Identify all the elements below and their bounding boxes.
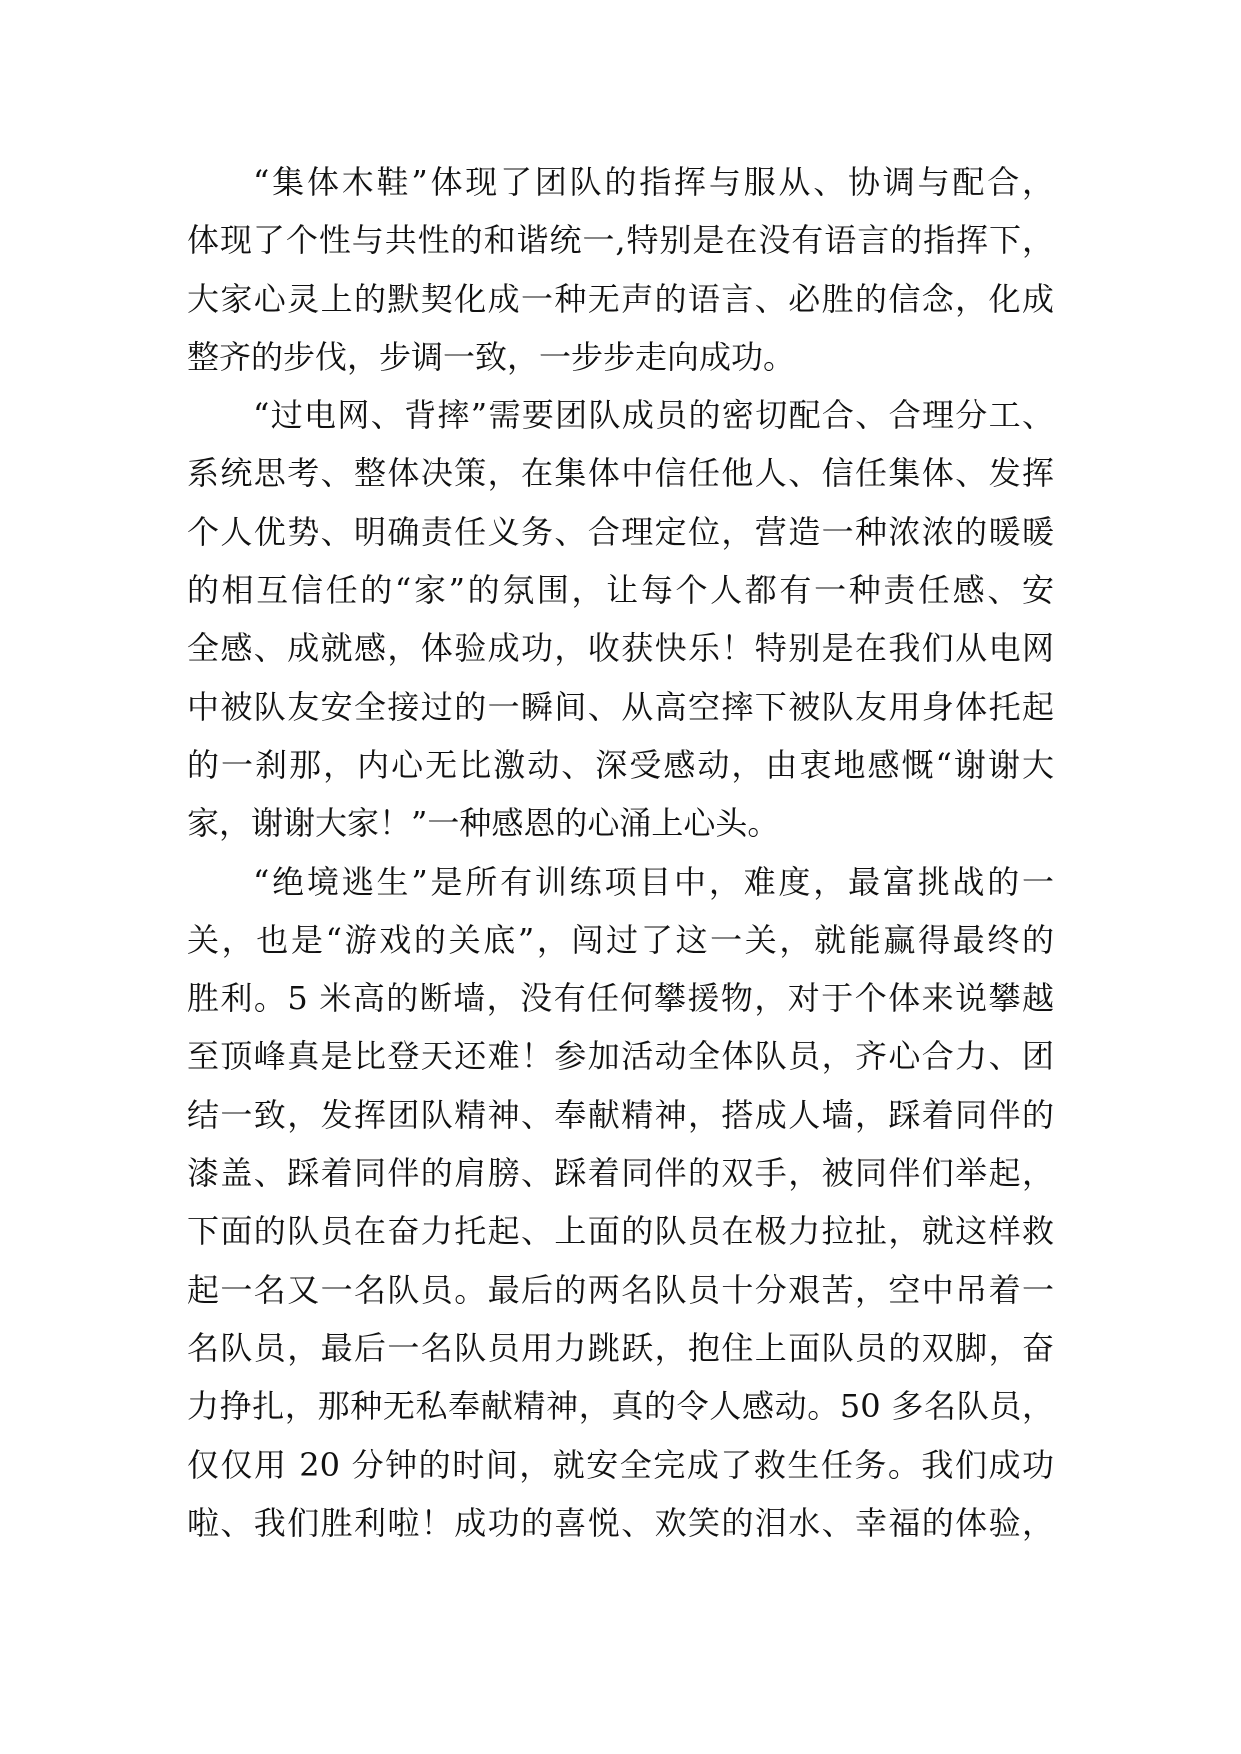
paragraph-electric-net-trust-fall — [187, 386, 1054, 852]
text-line: 关，也是“游戏的关底”，闯过了这一关，就能赢得最终的 — [187, 920, 1054, 959]
text-line: 胜利。5 米高的断墙，没有任何攀援物，对于个体来说攀越 — [187, 979, 1054, 1018]
text-line: 至顶峰真是比登天还难！参加活动全体队员，齐心合力、团 — [187, 1037, 1054, 1076]
text-line: 全感、成就感，体验成功，收获快乐！特别是在我们从电网 — [187, 629, 1054, 668]
text-line: 结一致，发挥团队精神、奉献精神，搭成人墙，踩着同伴的 — [187, 1095, 1054, 1134]
text-line: 下面的队员在奋力托起、上面的队员在极力拉扯，就这样救 — [187, 1212, 1054, 1251]
text-line: 中被队友安全接过的一瞬间、从高空摔下被队友用身体托起 — [187, 687, 1054, 726]
text-line: 家，谢谢大家！”一种感恩的心涌上心头。 — [187, 804, 780, 843]
text-line: 的一刹那，内心无比激动、深受感动，由衷地感慨“谢谢大 — [187, 745, 1054, 784]
text-line: 漆盖、踩着同伴的肩膀、踩着同伴的双手，被同伴们举起， — [187, 1154, 1054, 1193]
text-line: 名队员，最后一名队员用力跳跃，抱住上面队员的双脚，奋 — [187, 1328, 1054, 1367]
text-line: 的相互信任的“家”的氛围，让每个人都有一种责任感、安 — [187, 571, 1054, 610]
text-line: “过电网、背摔”需要团队成员的密切配合、合理分工、 — [253, 396, 1054, 435]
text-line: 整齐的步伐，步调一致，一步步走向成功。 — [187, 337, 796, 376]
paragraph-collective-wooden-shoes — [187, 153, 1054, 386]
text-line: “绝境逃生”是所有训练项目中，难度，最富挑战的一 — [253, 862, 1054, 901]
text-line: 大家心灵上的默契化成一种无声的语言、必胜的信念，化成 — [187, 279, 1054, 318]
text-line: “集体木鞋”体现了团队的指挥与服从、协调与配合， — [253, 163, 1054, 201]
document-body — [187, 153, 1054, 1552]
paragraph-desperate-escape — [187, 853, 1054, 1553]
text-line: 力挣扎，那种无私奉献精神，真的令人感动。50 多名队员， — [187, 1387, 1054, 1426]
text-line: 体现了个性与共性的和谐统一,特别是在没有语言的指挥下， — [187, 221, 1054, 260]
text-line: 系统思考、整体决策，在集体中信任他人、信任集体、发挥 — [187, 454, 1054, 493]
text-line: 起一名又一名队员。最后的两名队员十分艰苦，空中吊着一 — [187, 1270, 1054, 1309]
text-line: 啦、我们胜利啦！成功的喜悦、欢笑的泪水、幸福的体验， — [187, 1503, 1054, 1542]
text-line: 个人优势、明确责任义务、合理定位，营造一种浓浓的暖暖 — [187, 512, 1054, 551]
text-line: 仅仅用 20 分钟的时间，就安全完成了救生任务。我们成功 — [187, 1445, 1054, 1484]
